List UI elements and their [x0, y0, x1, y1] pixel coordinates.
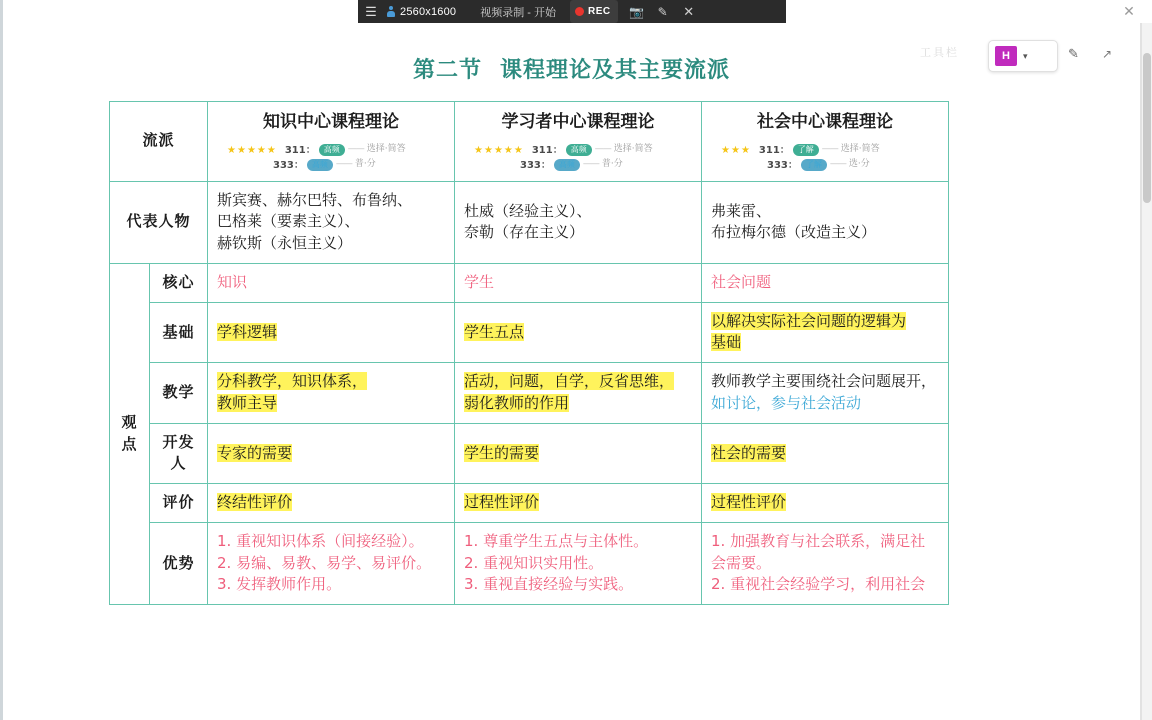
table-row-figures — [110, 181, 949, 263]
pill-333: 了解 — [801, 159, 827, 171]
camera-icon[interactable]: 📷 — [629, 4, 645, 19]
row-label-viewpoint: 观 点 — [110, 263, 150, 604]
toolbar-faint-label: 工具栏 — [920, 47, 959, 59]
code-333: 333： — [273, 159, 304, 171]
table-row-basis — [110, 302, 949, 363]
cell-basis-society: 以解决实际社会问题的逻辑为 基础 — [702, 302, 949, 363]
table-row-advantage — [110, 522, 949, 604]
highlighter-icon[interactable]: H — [995, 46, 1017, 66]
column-header-learner — [455, 102, 702, 182]
header-text: 社会中心课程理论 — [757, 112, 894, 132]
tail-311: 选择·简答 — [366, 144, 406, 155]
cell-evaluation-society: 过程性评价 — [702, 484, 949, 523]
cell-advantage-knowledge: 1. 重视知识体系（间接经验）。 2. 易编、易教、易学、易评价。 3. 发挥教师作用。 — [208, 522, 455, 604]
table-row-core — [110, 263, 949, 302]
cell-figures-learner: 杜威（经验主义）、 奈勒（存在主义） — [455, 181, 702, 263]
cell-advantage-society: 1. 加强教育与社会联系，满足社 会需要。 2. 重视社会经验学习，利用社会 — [702, 522, 949, 604]
table-row-evaluation — [110, 484, 949, 523]
pill-333: 高频 — [554, 159, 580, 171]
code-311: 311： — [284, 144, 316, 156]
column-header-society — [702, 102, 949, 182]
highlighter-control[interactable] — [988, 40, 1058, 72]
record-label: REC — [588, 6, 611, 17]
code-311: 311： — [531, 144, 563, 156]
page-title-prefix: 第二节 — [412, 57, 482, 83]
expand-icon[interactable]: ↗ — [1102, 47, 1113, 61]
scrollbar-track[interactable] — [1142, 23, 1152, 720]
resolution-label: 2560x1600 — [400, 5, 457, 18]
cell-developer-society: 社会的需要 — [702, 423, 949, 484]
code-333: 333： — [767, 159, 798, 171]
person-icon — [386, 6, 396, 17]
cell-developer-learner: 学生的需要 — [455, 423, 702, 484]
tail-311: 选择·简答 — [613, 144, 653, 155]
stars: ★★★★★ — [474, 144, 524, 156]
cell-core-knowledge: 知识 — [208, 263, 455, 302]
cell-teaching-knowledge: 分科教学，知识体系， 教师主导 — [208, 363, 455, 424]
row-label-figures: 代表人物 — [110, 181, 208, 263]
cell-core-learner: 学生 — [455, 263, 702, 302]
cell-basis-learner: 学生五点 — [455, 302, 702, 363]
hamburger-icon[interactable]: ☰ — [365, 3, 377, 19]
stars: ★★★★★ — [227, 144, 277, 156]
document-canvas — [3, 23, 1140, 720]
recorder-toolbar[interactable] — [358, 0, 786, 23]
pill-311: 高频 — [566, 144, 592, 156]
pen-icon[interactable]: ✎ — [657, 4, 668, 19]
pill-311: 了解 — [793, 144, 819, 156]
header-meta: ★★★★★ 311： 高频 —— 选择·简答 333： 高频 —— 普·分 — [474, 144, 653, 171]
cell-developer-knowledge: 专家的需要 — [208, 423, 455, 484]
tail-333: 选·分 — [848, 159, 870, 170]
table-row-developer — [110, 423, 949, 484]
record-button[interactable] — [570, 0, 618, 23]
curriculum-theory-table — [109, 101, 949, 605]
header-meta: ★★★★★ 311： 高频 —— 选择·简答 333： 高频 —— 普·分 — [227, 144, 406, 171]
tail-311: 选择·简答 — [840, 144, 880, 155]
cell-evaluation-learner: 过程性评价 — [455, 484, 702, 523]
code-333: 333： — [520, 159, 551, 171]
scrollbar-thumb[interactable] — [1143, 53, 1151, 203]
pill-333: 高频 — [307, 159, 333, 171]
row-label-teaching: 教学 — [150, 363, 208, 424]
floating-annotation-toolbar[interactable] — [920, 38, 1130, 78]
code-311: 311： — [758, 144, 790, 156]
tail-333: 普·分 — [354, 159, 376, 170]
column-header-knowledge — [208, 102, 455, 182]
record-dot-icon — [575, 7, 584, 16]
cell-figures-society: 弗莱雷、 布拉梅尔德（改造主义） — [702, 181, 949, 263]
cell-basis-knowledge: 学科逻辑 — [208, 302, 455, 363]
cell-advantage-learner: 1. 尊重学生五点与主体性。 2. 重视知识实用性。 3. 重视直接经验与实践。 — [455, 522, 702, 604]
row-label-advantage: 优势 — [150, 522, 208, 604]
page-title-main: 课程理论及其主要流派 — [500, 57, 731, 83]
recorder-title: 视频录制 - 开始 — [480, 6, 557, 19]
row-label-evaluation: 评价 — [150, 484, 208, 523]
header-text: 学习者中心课程理论 — [501, 112, 655, 132]
window-close-icon[interactable]: ✕ — [1123, 3, 1135, 19]
chevron-down-icon[interactable]: ▾ — [1023, 50, 1028, 61]
table-row-teaching — [110, 363, 949, 424]
row-label-school: 流派 — [110, 102, 208, 182]
header-text: 知识中心课程理论 — [263, 112, 400, 132]
table-row-header — [110, 102, 949, 182]
close-icon[interactable]: ✕ — [683, 3, 695, 19]
row-label-basis: 基础 — [150, 302, 208, 363]
row-label-developer: 开发 人 — [150, 423, 208, 484]
cell-teaching-society: 教师教学主要围绕社会问题展开， 如讨论，参与社会活动 — [702, 363, 949, 424]
row-label-core: 核心 — [150, 263, 208, 302]
stars: ★★★ — [721, 144, 751, 156]
pen-icon[interactable]: ✎ — [1068, 46, 1079, 61]
tail-333: 普·分 — [601, 159, 623, 170]
cell-core-society: 社会问题 — [702, 263, 949, 302]
cell-teaching-learner: 活动，问题，自学，反省思维， 弱化教师的作用 — [455, 363, 702, 424]
pill-311: 高频 — [319, 144, 345, 156]
resolution-indicator[interactable] — [384, 0, 466, 23]
cell-evaluation-knowledge: 终结性评价 — [208, 484, 455, 523]
cell-figures-knowledge: 斯宾赛、赫尔巴特、布鲁纳、 巴格莱（要素主义）、 赫钦斯（永恒主义） — [208, 181, 455, 263]
header-meta: ★★★ 311： 了解 —— 选择·简答 333： 了解 —— 选·分 — [721, 144, 880, 171]
